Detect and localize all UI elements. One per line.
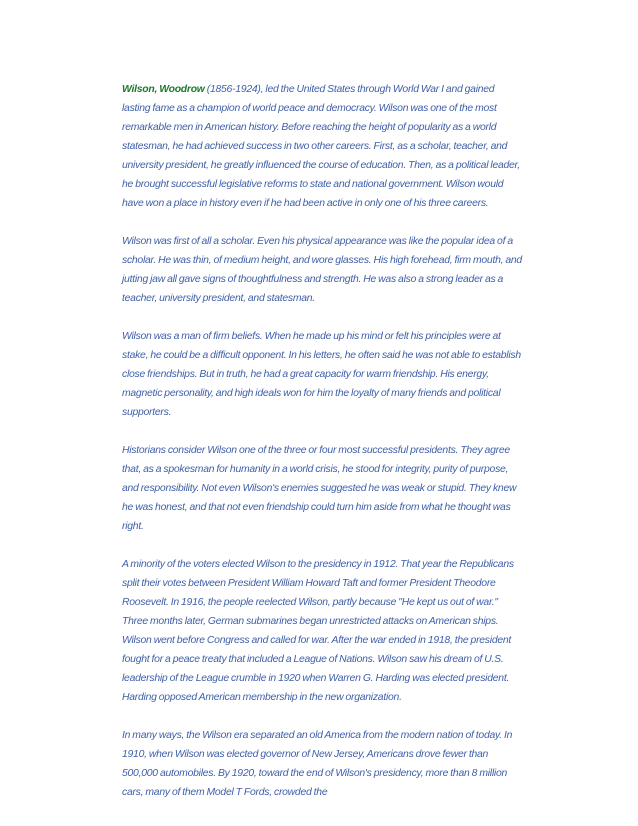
paragraph-4: Historians consider Wilson one of the three or four most successful presidents. They agree that, as a spokesman for humanity in a world crisis, he stood for integrity, purity of purpose, and responsibility. Not even Wilson's enemies suggested he was weak or stupid. They knew he was honest, and that not even friendship could turn him aside from what he thought was right. [122, 445, 517, 532]
paragraph-1 [122, 80, 522, 213]
paragraph-6: In many ways, the Wilson era separated an old America from the modern nation of today. In 1910, when Wilson was elected governor of New Jersey, Americans drove fewer than 500,000 automobiles. By 1920, toward the end of Wilson's presidency, more than 8 million cars, many of them Model T Fords, crowded the [122, 730, 513, 798]
document-body [122, 80, 522, 821]
subject-name: Wilson, Woodrow [122, 84, 205, 95]
paragraph-5: A minority of the voters elected Wilson to the presidency in 1912. That year the Republicans split their votes between President William Howard Taft and former President Theodore Roosevelt. In 1916, the people reelected Wilson, partly because "He kept us out of war." Three months later, German submarines began unrestricted attacks on American ships. Wilson went before Congress and called for war. After the war ended in 1918, the president fought for a peace treaty that included a League of Nations. Wilson saw his dream of U.S. leadership of the League crumble in 1920 when Warren G. Harding was elected president. Harding opposed American membership in the new organization. [122, 559, 514, 703]
paragraph-2: Wilson was first of all a scholar. Even his physical appearance was like the popular idea of a scholar. He was thin, of medium height, and wore glasses. His high forehead, firm mouth, and jutting jaw all gave signs of thoughtfulness and strength. He was also a strong leader as a teacher, university president, and statesman. [122, 236, 522, 304]
paragraph-1-text: (1856-1924), led the United States through World War I and gained lasting fame as a champion of world peace and democracy. Wilson was one of the most remarkable men in American history. Before reaching the height of popularity as a world statesman, he had achieved success in two other careers. First, as a scholar, teacher, and university president, he greatly influenced the course of education. Then, as a political leader, he brought successful legislative reforms to state and national government. Wilson would have won a place in history even if he had been active in only one of his three careers. [122, 84, 520, 209]
paragraph-3: Wilson was a man of firm beliefs. When he made up his mind or felt his principles were at stake, he could be a difficult opponent. In his letters, he often said he was not able to establish close friendships. But in truth, he had a great capacity for warm friendship. His energy, magnetic personality, and high ideals won for him the loyalty of many friends and political supporters. [122, 331, 521, 418]
